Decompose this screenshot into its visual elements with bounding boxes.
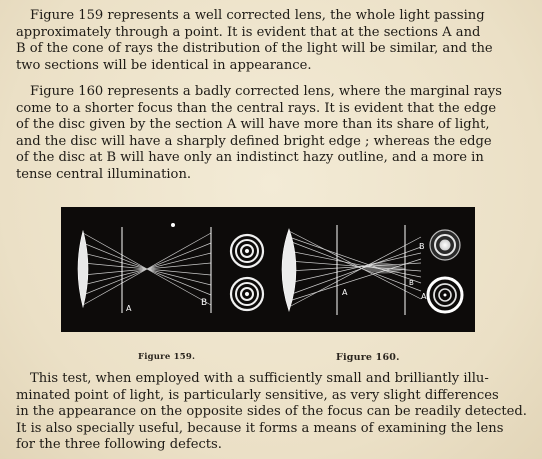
text-line: for the three following defects. <box>16 437 222 453</box>
text-line: of the disc at B will have only an indistinct hazy outline, and a more in <box>16 150 484 166</box>
label-a-159: A <box>126 304 132 313</box>
text-line: come to a shorter focus than the central rays. It is evident that the edge <box>16 100 497 116</box>
paragraph-test <box>16 371 528 454</box>
disc-b-160 <box>430 230 460 260</box>
text-line: It is also specially useful, because it forms a means of examining the lens <box>16 420 504 436</box>
ring-disc-159-lower <box>231 278 263 310</box>
text-line: Figure 159 represents a well corrected lens, the whole light passing <box>30 8 485 23</box>
paragraph-figure-160 <box>16 84 528 184</box>
disc-a-160 <box>428 278 462 312</box>
text-line: two sections will be identical in appearance. <box>16 57 312 73</box>
text-line: and the disc will have a sharply defined bright edge ; whereas the edge <box>16 133 492 149</box>
figure-159-diagram <box>77 223 263 313</box>
caption-figure-160: Figure 160. <box>336 352 400 363</box>
text-line: minated point of light, is particularly sensitive, as very slight differences <box>16 387 499 403</box>
light-cone-159 <box>83 233 211 305</box>
text-line: B of the cone of rays the distribution of the light will be similar, and the <box>16 41 493 57</box>
ring-disc-159-upper <box>231 235 263 267</box>
text-line: in the appearance on the opposite sides of the focus can be readily detected. <box>16 404 527 420</box>
text-line: This test, when employed with a sufficiently small and brilliantly illu- <box>30 371 489 386</box>
label-b-disc-160: B <box>419 242 425 251</box>
lens-diagrams <box>61 207 475 332</box>
label-b-160: B <box>409 279 414 287</box>
text-line: tense central illumination. <box>16 166 192 182</box>
text-line: of the disc given by the section A will have more than its share of light, <box>16 117 490 133</box>
caption-figure-159: Figure 159. <box>138 352 196 362</box>
paragraph-figure-159 <box>16 8 528 74</box>
lens-159 <box>78 231 88 307</box>
label-a-160: A <box>342 288 348 297</box>
lens-figure-plate <box>61 207 475 332</box>
label-a-disc-160: A <box>421 292 427 301</box>
point-source-159 <box>171 223 175 227</box>
text-line: Figure 160 represents a badly corrected lens, where the marginal rays <box>30 84 502 99</box>
text-line: approximately through a point. It is evident that at the sections A and <box>16 24 481 40</box>
label-b-159: B <box>201 298 208 308</box>
figure-160-diagram <box>282 225 462 315</box>
